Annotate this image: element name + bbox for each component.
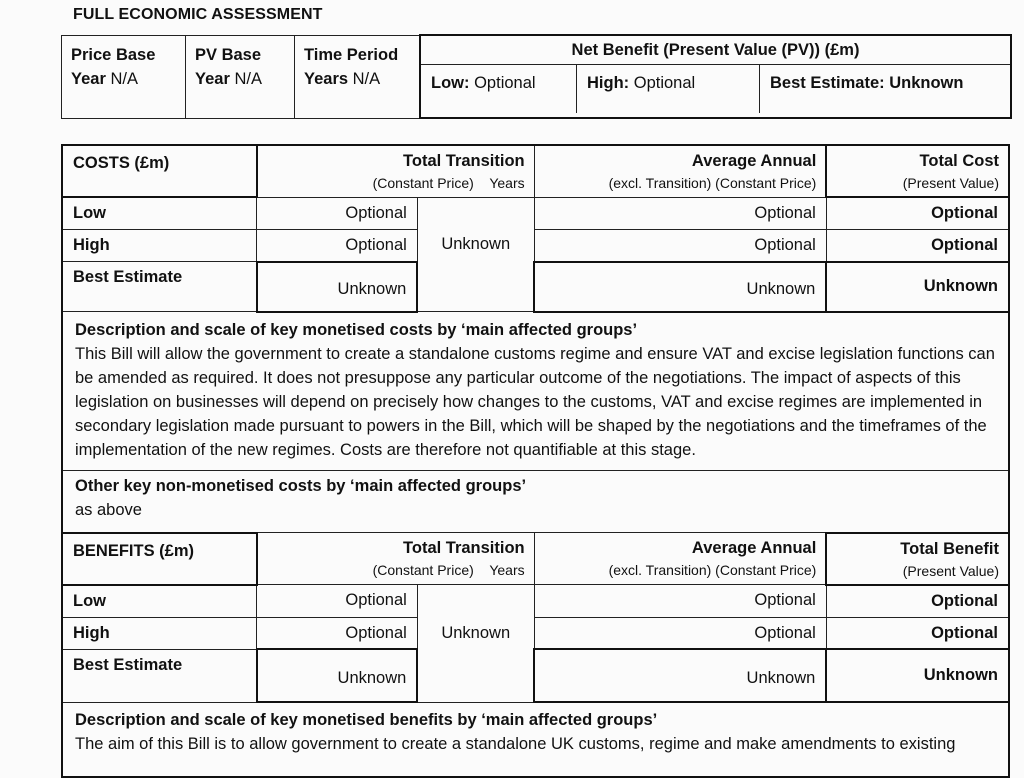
costs-high-transition: Optional bbox=[257, 230, 418, 262]
costs-transition-title: Total Transition bbox=[403, 152, 525, 170]
benefits-best-annual: Unknown bbox=[534, 649, 826, 702]
time-period-label: Time Period bbox=[304, 45, 399, 64]
net-benefit-high-value: Optional bbox=[633, 74, 696, 92]
price-base-cell bbox=[62, 35, 186, 118]
benefits-low-label: Low bbox=[62, 585, 257, 618]
pv-base-label: PV Base bbox=[195, 45, 262, 64]
benefits-low-annual: Optional bbox=[534, 585, 826, 618]
pv-base-cell bbox=[186, 35, 295, 118]
benefits-high-total: Optional bbox=[826, 617, 1009, 649]
benefits-transition-sub: (Constant Price) bbox=[372, 562, 474, 578]
page-title: FULL ECONOMIC ASSESSMENT bbox=[73, 6, 323, 23]
benefits-header-row bbox=[62, 533, 1009, 585]
costs-years: Unknown bbox=[417, 197, 534, 312]
costs-transition-sub: (Constant Price) bbox=[372, 175, 474, 191]
time-period-value: N/A bbox=[352, 69, 381, 88]
net-benefit-low-value: Optional bbox=[474, 74, 536, 92]
time-period-cell bbox=[295, 35, 421, 118]
benefits-total-sub: (Present Value) bbox=[902, 562, 999, 579]
price-base-sub: Year bbox=[71, 69, 106, 88]
benefits-annual-title: Average Annual bbox=[691, 539, 817, 557]
benefits-best-label: Best Estimate bbox=[62, 649, 257, 702]
price-base-value: N/A bbox=[110, 69, 138, 88]
benefits-desc-heading: Description and scale of key monetised benefits by ‘main affected groups’ bbox=[62, 702, 1009, 732]
costs-other-heading: Other key non-monetised costs by ‘main affected groups’ bbox=[62, 470, 1009, 498]
benefits-row-high bbox=[62, 617, 1009, 649]
net-benefit-high bbox=[577, 65, 760, 113]
benefits-high-transition: Optional bbox=[257, 617, 418, 649]
benefits-total-title: Total Benefit bbox=[900, 539, 999, 558]
costs-low-annual: Optional bbox=[534, 197, 826, 230]
costs-best-label: Best Estimate bbox=[62, 262, 257, 312]
costs-total-title: Total Cost bbox=[919, 152, 999, 170]
costs-transition-header bbox=[257, 145, 535, 197]
price-base-label: Price Base bbox=[71, 45, 156, 64]
benefits-row-low bbox=[62, 585, 1009, 618]
costs-header-row bbox=[62, 145, 1009, 197]
costs-desc-text: This Bill will allow the government to create a standalone customs regime and ensure VAT and excise legislation functions can be amended as required. It does not presuppose any particular outcome of the negotiations. The impact of aspects of this legislation on businesses will depend on precisely how changes to the customs, VAT and excise regimes are implemented in secondary legislation made pursuant to powers in the Bill, which will be shaped by the negotiations and the timeframes of the implementation of the new regimes. Costs are therefore not quantifiable at this stage. bbox=[62, 342, 1009, 471]
net-benefit-best bbox=[760, 65, 1010, 113]
costs-total-sub: (Present Value) bbox=[902, 175, 999, 191]
costs-best-annual: Unknown bbox=[534, 262, 826, 312]
costs-desc-body-row bbox=[62, 342, 1009, 471]
benefits-years-sub: Years bbox=[489, 562, 525, 578]
costs-desc-heading: Description and scale of key monetised costs by ‘main affected groups’ bbox=[62, 312, 1009, 342]
costs-other-body-row bbox=[62, 498, 1009, 533]
net-benefit-low-label: Low: bbox=[431, 74, 470, 92]
costs-best-total: Unknown bbox=[826, 262, 1009, 312]
pv-base-value: N/A bbox=[234, 69, 262, 88]
costs-years-sub: Years bbox=[489, 175, 525, 191]
benefits-best-total: Unknown bbox=[826, 649, 1009, 702]
benefits-high-annual: Optional bbox=[534, 617, 826, 649]
costs-other-text: as above bbox=[62, 498, 1009, 533]
costs-low-transition: Optional bbox=[257, 197, 418, 230]
costs-best-transition: Unknown bbox=[257, 262, 418, 312]
benefits-transition-header bbox=[257, 533, 535, 585]
costs-row-high bbox=[62, 230, 1009, 262]
benefits-desc-body-row bbox=[62, 732, 1009, 777]
benefits-annual-sub: (excl. Transition) (Constant Price) bbox=[608, 562, 817, 578]
benefits-title: BENEFITS (£m) bbox=[62, 533, 257, 585]
costs-annual-sub: (excl. Transition) (Constant Price) bbox=[608, 175, 817, 191]
costs-high-label: High bbox=[62, 230, 257, 262]
benefits-desc-heading-row bbox=[62, 702, 1009, 732]
benefits-desc-text: The aim of this Bill is to allow government to create a standalone UK customs, regime and make amendments to existing bbox=[62, 732, 1009, 777]
benefits-transition-title: Total Transition bbox=[403, 539, 525, 557]
net-benefit-title: Net Benefit (Present Value (PV)) (£m) bbox=[421, 36, 1010, 65]
benefits-low-transition: Optional bbox=[257, 585, 418, 618]
costs-benefits-table bbox=[61, 144, 1010, 778]
costs-title: COSTS (£m) bbox=[62, 145, 257, 197]
time-period-sub: Years bbox=[304, 69, 349, 88]
benefits-years: Unknown bbox=[417, 585, 534, 703]
costs-other-heading-row bbox=[62, 470, 1009, 498]
costs-high-total: Optional bbox=[826, 230, 1009, 262]
benefits-high-label: High bbox=[62, 617, 257, 649]
net-benefit-best-value: Unknown bbox=[889, 74, 964, 92]
net-benefit-high-label: High: bbox=[587, 74, 630, 92]
net-benefit-cell bbox=[420, 35, 1011, 118]
benefits-row-best bbox=[62, 649, 1009, 702]
costs-row-best bbox=[62, 262, 1009, 312]
costs-annual-title: Average Annual bbox=[691, 152, 817, 170]
costs-desc-heading-row bbox=[62, 312, 1009, 342]
pv-base-sub: Year bbox=[195, 69, 230, 88]
costs-annual-header bbox=[534, 145, 826, 197]
costs-low-total: Optional bbox=[826, 197, 1009, 230]
benefits-best-transition: Unknown bbox=[257, 649, 418, 702]
benefits-annual-header bbox=[534, 533, 826, 585]
net-benefit-low bbox=[421, 65, 577, 113]
costs-high-annual: Optional bbox=[534, 230, 826, 262]
benefits-total-header bbox=[826, 533, 1009, 585]
benefits-low-total: Optional bbox=[826, 585, 1009, 618]
assessment-header-table bbox=[61, 34, 1012, 119]
costs-low-label: Low bbox=[62, 197, 257, 230]
costs-total-header bbox=[826, 145, 1009, 197]
net-benefit-best-label: Best Estimate: bbox=[770, 74, 885, 92]
costs-row-low bbox=[62, 197, 1009, 230]
